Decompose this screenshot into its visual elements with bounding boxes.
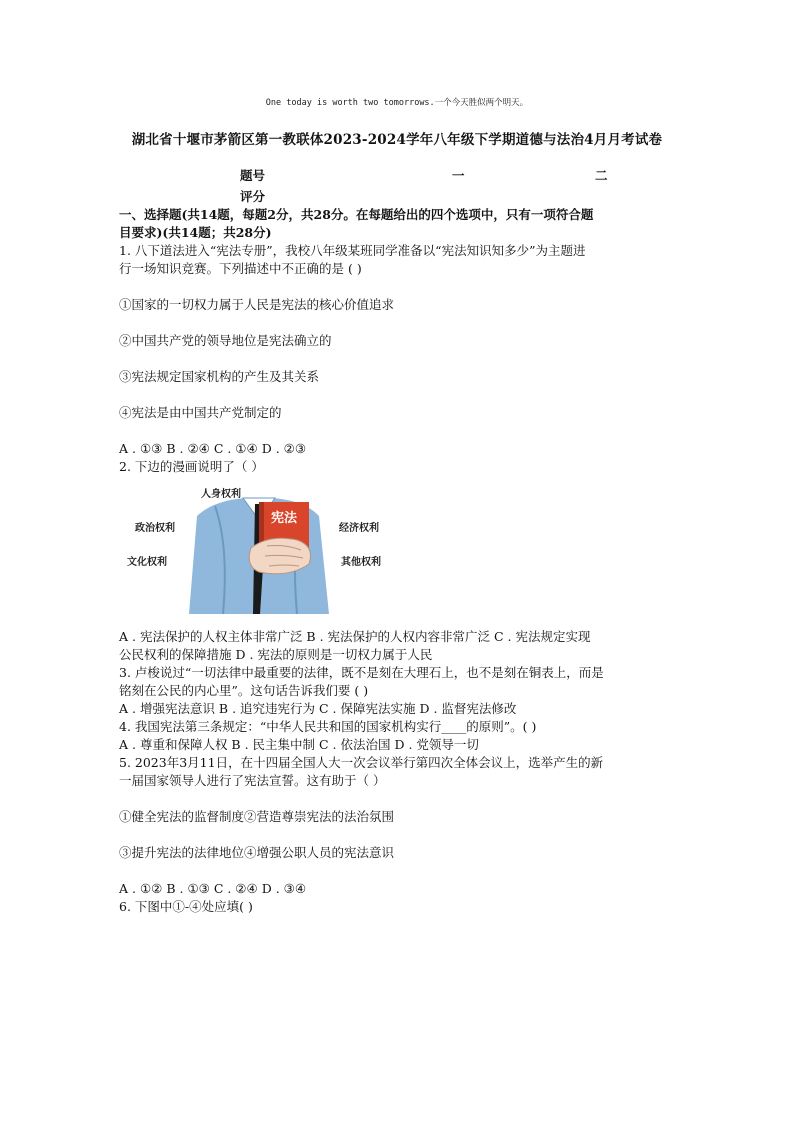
label-other-rights: 其他权利 bbox=[341, 557, 381, 568]
q2-stem: 2. 下边的漫画说明了（ ） bbox=[119, 459, 264, 474]
q5-options: A . ①② B . ①③ C . ②④ D . ③④ bbox=[119, 881, 307, 896]
q2-options-cont: 公民权利的保障措施 D . 宪法的原则是一切权力属于人民 bbox=[119, 647, 433, 662]
section-one-heading: 一、选择题(共14题，每题2分，共28分。在每题给出的四个选项中，只有一项符合题 bbox=[119, 207, 594, 222]
q1-item-2: ②中国共产党的领导地位是宪法确立的 bbox=[119, 333, 332, 348]
q3-stem-cont: 铭刻在公民的内心里”。这句话告诉我们要 ( ) bbox=[119, 683, 369, 698]
q5-items-1-2: ①健全宪法的监督制度②营造尊崇宪法的法治氛围 bbox=[119, 809, 395, 824]
label-political-rights: 政治权利 bbox=[135, 523, 175, 534]
q2-options: A . 宪法保护的人权主体非常广泛 B . 宪法保护的人权内容非常广泛 C . 宪法规定实现 bbox=[119, 629, 591, 644]
label-economic-rights: 经济权利 bbox=[339, 523, 379, 534]
score-table-col-2: 二 bbox=[595, 168, 608, 183]
q3-stem: 3. 卢梭说过“一切法律中最重要的法律，既不是刻在大理石上，也不是刻在铜表上，而是 bbox=[119, 665, 604, 680]
q2-cartoon bbox=[119, 486, 391, 614]
q1-stem: 1. 八下道法进入“宪法专册”，我校八年级某班同学准备以“宪法知识知多少”为主题进 bbox=[119, 243, 586, 258]
q4-options: A . 尊重和保障人权 B . 民主集中制 C . 依法治国 D . 党领导一切 bbox=[119, 737, 479, 752]
score-table-header: 题号 bbox=[240, 168, 266, 183]
section-one-heading-cont: 目要求)(共14题；共28分) bbox=[119, 225, 272, 240]
score-table-col-1: 一 bbox=[452, 168, 465, 183]
q4-stem: 4. 我国宪法第三条规定：“中华人民共和国的国家机构实行____的原则”。( ) bbox=[119, 719, 537, 734]
q1-item-1: ①国家的一切权力属于人民是宪法的核心价值追求 bbox=[119, 297, 395, 312]
q3-options: A . 增强宪法意识 B . 追究违宪行为 C . 保障宪法实施 D . 监督宪法修改 bbox=[119, 701, 517, 716]
q5-stem: 5. 2023年3月11日，在十四届全国人大一次会议举行第四次全体会议上，选举产生的新 bbox=[119, 755, 604, 770]
q1-item-3: ③宪法规定国家机构的产生及其关系 bbox=[119, 369, 320, 384]
motto-header: One today is worth two tomorrows.一个今天胜似两个明天。 bbox=[265, 98, 529, 108]
q1-item-4: ④宪法是由中国共产党制定的 bbox=[119, 405, 282, 420]
label-cultural-rights: 文化权利 bbox=[127, 557, 167, 568]
exam-title: 湖北省十堰市茅箭区第一教联体2023-2024学年八年级下学期道德与法治4月月考试卷 bbox=[131, 132, 663, 148]
label-personal-rights: 人身权利 bbox=[201, 489, 241, 500]
hand-shape bbox=[249, 538, 310, 574]
q6-stem: 6. 下图中①-④处应填( ) bbox=[119, 899, 253, 914]
q1-options: A . ①③ B . ②④ C . ①④ D . ②③ bbox=[119, 441, 307, 456]
q5-stem-cont: 一届国家领导人进行了宪法宣誓。这有助于（ ） bbox=[119, 773, 386, 788]
score-table-row-label: 评分 bbox=[240, 189, 266, 204]
book-title: 宪法 bbox=[270, 511, 298, 526]
cartoon-illustration bbox=[119, 486, 391, 614]
q1-stem-cont: 行一场知识竞赛。下列描述中不正确的是 ( ) bbox=[119, 261, 362, 276]
q5-items-3-4: ③提升宪法的法律地位④增强公职人员的宪法意识 bbox=[119, 845, 395, 860]
exam-content bbox=[119, 206, 679, 916]
